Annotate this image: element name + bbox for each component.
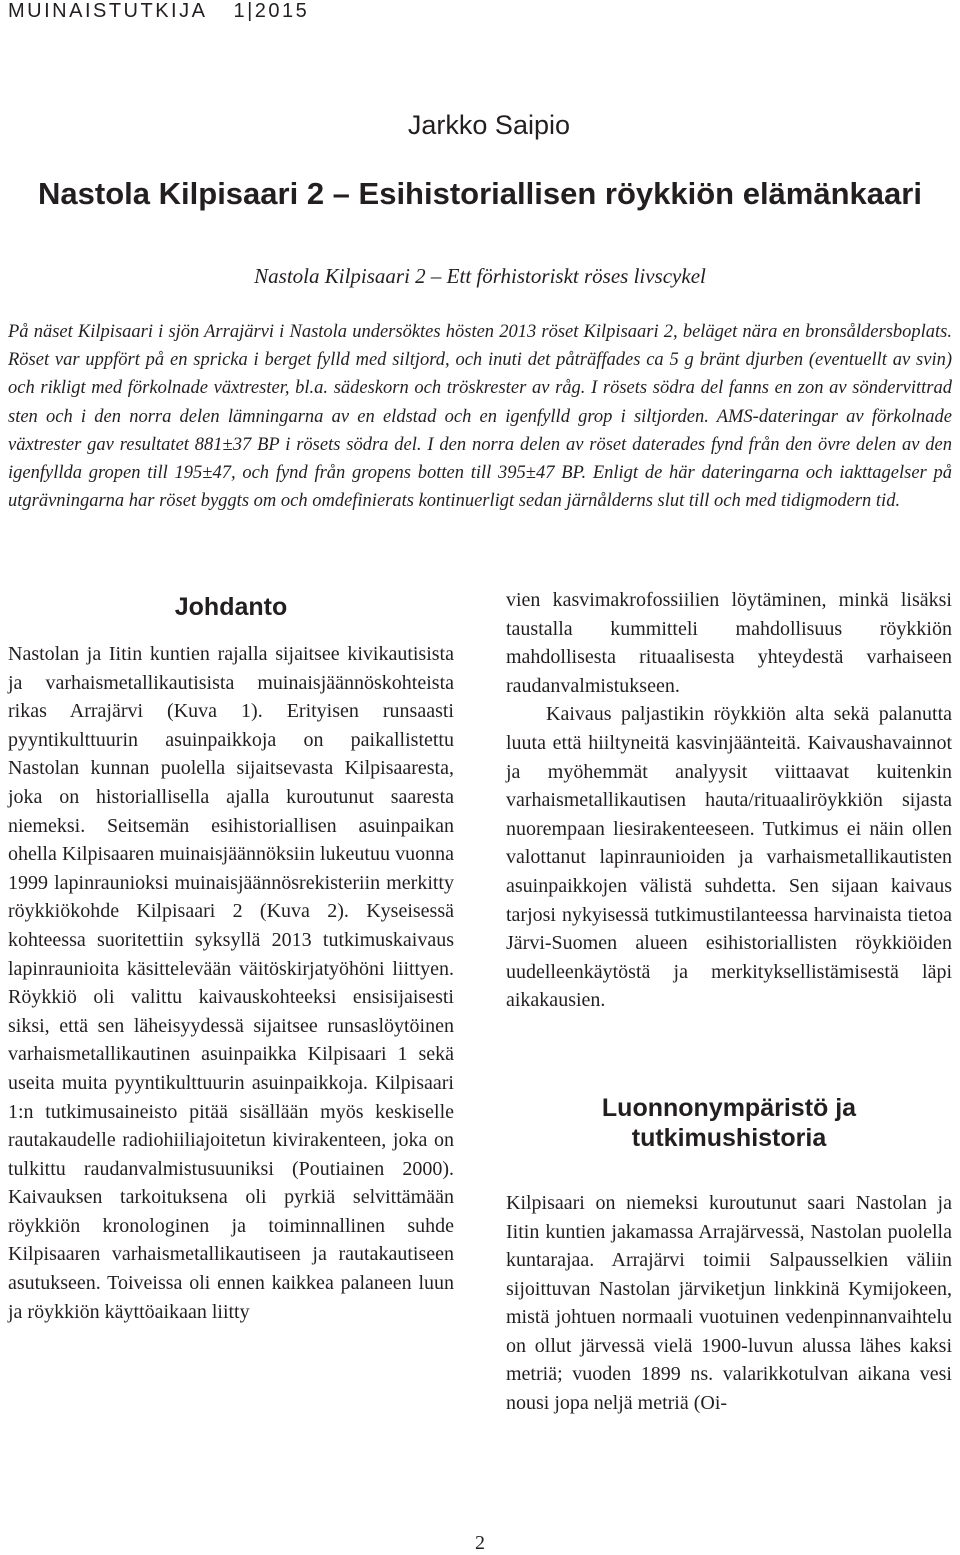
article-title: Nastola Kilpisaari 2 – Esihistoriallisen röykkiön elämänkaari (38, 176, 922, 211)
journal-name: MUINAISTUTKIJA (8, 0, 208, 22)
johdanto-paragraph-2: Kaivaus paljastikin röykkiön alta sekä palanutta luuta että hiiltyneitä kasvinjäänteitä. Kaivaushavainnot ja myöhemmät analyysit viittaavat kuitenkin varhaismetallikautisen hauta/rituaaliröykkiön sijasta nuorempaan liesirakenteeseen. Tutkimus ei näin ollen valottanut lapinraunioiden ja varhaismetallikautisten asuinpaikkojen välistä suhdetta. Sen sijaan kaivaus tarjosi nykyisessä tutkimustilanteessa harvinaista tietoa Järvi-Suomen alueen esihistoriallisten röykkiöiden uudelleenkäytöstä ja merkityksellistämisestä läpi aikakausien. (506, 703, 952, 1012)
issue-number: 1|2015 (233, 0, 310, 22)
luonnonymparisto-paragraph-1: Kilpisaari on niemeksi kuroutunut saari Nastolan ja Iitin kuntien jakamassa Arrajärvessä, Nastolan puolella kuntarajaa. Arrajärvi toimii Salpausselkien väliin sijoittuvan Nastolan järviketjun linkkinä Kymijokeen, mistä johtuen normaali vuotuinen vedenpinnanvaihtelu on ollut järvessä vielä 1900-luvun alussa lähes kaksi metriä; vuoden 1899 ns. valarikkotulvan aikana vesi nousi jopa neljä metriä (Oi- (506, 1191, 952, 1415)
right-column (506, 586, 952, 1418)
page-number: 2 (475, 1532, 485, 1554)
author-name: Jarkko Saipio (407, 110, 570, 140)
article-subtitle: Nastola Kilpisaari 2 – Ett förhistoriskt röses livscykel (254, 264, 706, 288)
section-heading-johdanto: Johdanto (174, 593, 288, 621)
running-header (8, 0, 335, 23)
left-column (8, 586, 454, 1326)
johdanto-paragraph-1: Nastolan ja Iitin kuntien rajalla sijaitsee kivikautisista ja varhaismetallikautisista muinaisjäännöskohteista rikas Arrajärvi (Kuva 1). Erityisen runsaasti pyyntikulttuurin asuinpaikkoja on paikallistettu Nastolan kunnan puolella sijaitsevasta Kilpisaaresta, joka on historiallisella ajalla kuroutunut saaresta niemeksi. Seitsemän esihistoriallisen asuinpaikan ohella Kilpisaaren muinaisjäännöksiin lukeutuu vuonna 1999 lapinraunioksi muinaisjäännösrekisteriin merkitty röykkiökohde Kilpisaari 2 (Kuva 2). Kyseisessä kohteessa suoritettiin syksyllä 2013 tutkimuskaivaus lapinraunioita käsittelevään väitöskirjatyöhöni liittyen. Röykkiö oli valittu kaivauskohteeksi ensisijaisesti siksi, että sen läheisyydessä sijaitsee runsaslöytöinen varhaismetallikautinen asuinpaikka Kilpisaari 1 sekä useita muita pyyntikulttuurin asuinpaikkoja. Kilpisaari 1:n tutkimusaineisto pitää sisällään myös keskiselle rautakaudelle radiohiiliajoitetun kivirakenteen, joka on tulkittu raudanvalmistusuuniksi (Poutiainen 2000). Kaivauksen tarkoituksena oli pyrkiä selvittämään röykkiön kronologinen ja toiminnallinen suhde Kilpisaaren varhaismetallikautiseen ja rautakautiseen asutukseen. Toiveissa oli ennen kaikkea palaneen luun ja röykkiön käyttöaikaan liitty (8, 643, 454, 1323)
johdanto-paragraph-1-continued: vien kasvimakrofossiilien löytäminen, minkä lisäksi taustalla kummitteli mahdollisuus röykkiön mahdollisesta rituaalisesta yhteydestä varhaiseen raudanvalmistukseen. (506, 589, 952, 697)
abstract: På näset Kilpisaari i sjön Arrajärvi i Nastola undersöktes hösten 2013 röset Kilpisaari 2, beläget nära en bronsåldersboplats. Röset var uppfört på en spricka i berget fylld med siltjord, och inuti det påträffades ca 5 g bränt djurben (eventuellt av svin) och rikligt med förkolnade växtrester, bl.a. sädeskorn och tröskrester av råg. I rösets södra del fanns en zon av söndervittrad sten och i den norra delen lämningarna av en eldstad och en igenfylld grop i siltjorden. AMS-dateringar av förkolnade växtrester gav resultatet 881±37 BP i rösets södra del. I den norra delen av röset daterades fynd från den övre delen av den igenfyllda gropen till 195±47, och fynd från gropens botten till 395±47 BP. Enligt de här dateringarna och iakttagelser på utgrävningarna har röset byggts om och omdefinierats kontinuerligt sedan järnålderns slut till och med tidigmodern tid. (8, 322, 952, 512)
section-heading-luonnonymparisto: Luonnonympäristö ja tutkimushistoria (601, 1093, 857, 1152)
